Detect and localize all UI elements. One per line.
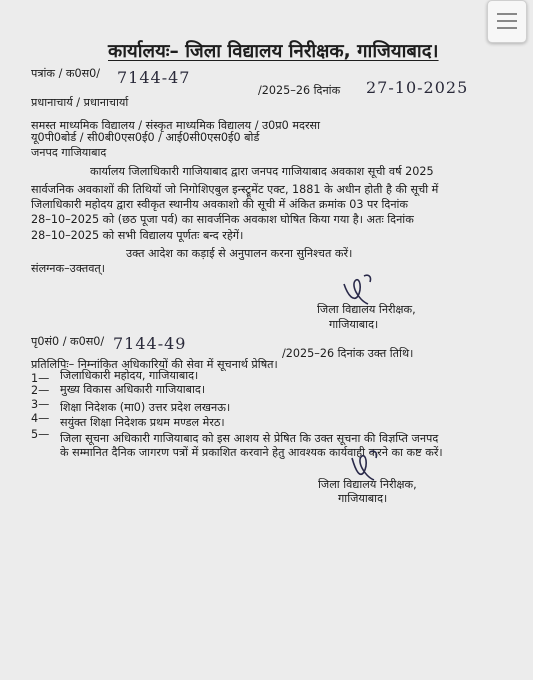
copy-item: शिक्षा निदेशक (मा0) उत्तर प्रदेश लखनऊ। [60,401,231,414]
ref2-number-handwritten: 7144-49 [113,334,187,353]
date-handwritten: 27-10-2025 [366,78,469,97]
body-line: 28–10–2025 को सभी विद्यालय पूर्णतः बन्द रहेगें। [31,229,244,242]
body-line: उक्त आदेश का कड़ाई से अनुपालन करना सुनिश्चत करें। [126,247,353,260]
hamburger-menu-icon-bar [497,27,517,29]
body-line: जिलाधिकारी महोदय द्वारा स्वीकृत स्थानीय अवकाशो की सूची में अंकित क्रमांक 03 पर दिनांक [31,198,409,211]
copy-item: मुख्य विकास अधिकारी गाजियाबाद। [60,383,206,396]
copy-num: 4— [31,412,50,425]
signature-2-place: गाजियाबाद। [338,492,388,505]
body-line: 28–10–2025 को (छठ पूजा पर्व) का सावर्जनिक अवकाश घोषित किया गया है। अतः दिनांक [31,213,414,226]
copy-num: 3— [31,398,50,411]
signature-1-place: गाजियाबाद। [329,318,379,331]
hamburger-menu-icon-bar [497,20,517,22]
ref-label: पत्रांक / क0स0/ [31,67,101,80]
copy-item-continued: के सम्मानित दैनिक जागरण पत्रों में प्रकाशित करवाने हेतु आवश्यक कार्यवाही करने का कष्ट करें। [60,446,443,459]
copy-num: 1— [31,372,50,385]
signature-1-title: जिला विद्यालय निरीक्षक, [317,303,416,316]
letter-title: कार्यालयः– जिला विद्यालय निरीक्षक, गाजियाबाद। [108,41,439,62]
addressee-line: समस्त माध्यमिक विद्यालय / संस्कृत माध्यमिक विद्यालय / उ0प्र0 मदरसा [31,119,321,132]
copy-item: सयुंक्त शिक्षा निदेशक प्रथम मण्डल मेरठ। [60,416,225,429]
ref2-label: पृ0सं0 / क0स0/ [31,335,105,348]
hamburger-menu-icon [497,13,517,15]
year-date-label: /2025–26 दिनांक [258,84,341,97]
hamburger-menu-button[interactable] [487,0,527,43]
ref2-year-date: /2025–26 दिनांक उक्त तिथि। [282,347,414,360]
addressee-line: जनपद गाजियाबाद [31,146,107,159]
copy-num: 2— [31,384,50,397]
copy-item: जिलाधिकारी महोदय, गाजियाबाद। [60,369,199,382]
copy-intro: प्रतिलिपिः– निम्नांकित अधिकारियों की सेवा में सूचनार्थ प्रेषित। [31,358,278,371]
body-line: कार्यालय जिलाधिकारी गाजियाबाद द्वारा जनपद गाजियाबाद अवकाश सूची वर्ष 2025 [90,165,434,178]
addressee-line: प्रधानाचार्य / प्रधानाचार्या [31,96,129,109]
addressee-line: यू0पी0बोर्ड / सी0बी0एस0ई0 / आई0सी0एस0ई0 बोर्ड [31,131,260,144]
copy-item: जिला सूचना अधिकारी गाजियाबाद को इस आशय से प्रेषित कि उक्त सूचना की विज्ञप्ति जनपद [60,432,439,445]
body-line: सार्वजनिक अवकाशों की तिथियों जो निगोशिएबुल इन्स्ट्रूमेंट एक्ट, 1881 के अधीन होती है की सूची में [31,183,439,196]
signature-2-title: जिला विद्यालय निरीक्षक, [318,478,417,491]
ref-number-handwritten: 7144-47 [117,68,191,87]
copy-num: 5— [31,428,50,441]
enclosure-note: संलग्नक–उक्तवत्। [31,262,106,275]
